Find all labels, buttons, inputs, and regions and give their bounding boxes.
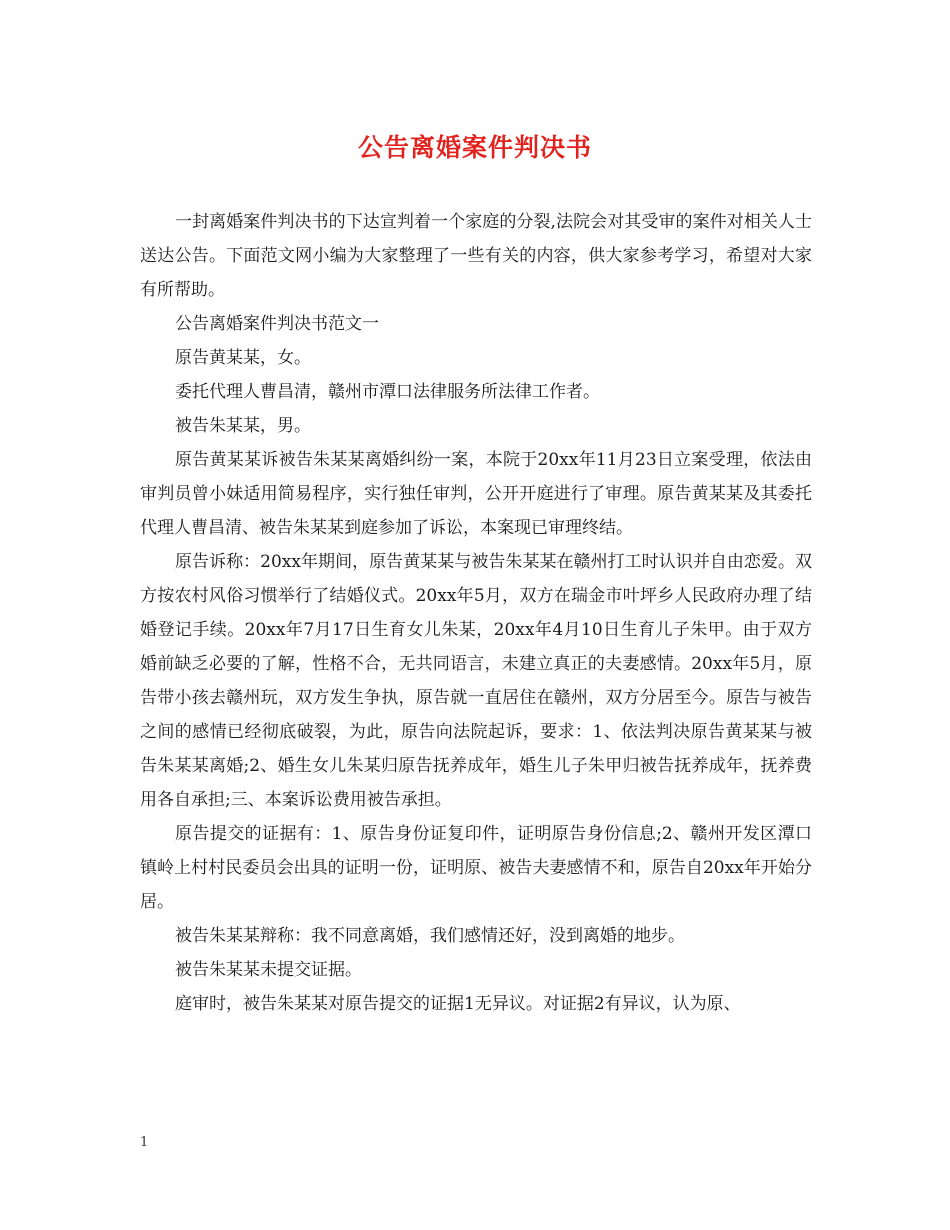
paragraph-plaintiff-evidence: 原告提交的证据有：1、原告身份证复印件，证明原告身份信息;2、赣州开发区潭口镇岭上村村民委员会出具的证明一份，证明原、被告夫妻感情不和，原告自20xx年开始分居。 [140, 824, 812, 912]
page-number: 1 [140, 1135, 149, 1150]
paragraph-agent: 委托代理人曹昌清，赣州市潭口法律服务所法律工作者。 [175, 382, 600, 402]
paragraph-defendant-evidence: 被告朱某某未提交证据。 [175, 960, 362, 980]
paragraph-case-filing: 原告黄某某诉被告朱某某离婚纠纷一案，本院于20xx年11月23日立案受理，依法由审判员曾小妹适用简易程序，实行独任审判，公开开庭进行了审理。原告黄某某及其委托代理人曹昌清、被告朱某某到庭参加了诉讼，本案现已审理终结。 [140, 450, 812, 538]
paragraph-defendant: 被告朱某某，男。 [175, 416, 311, 436]
paragraph-plaintiff-claims: 原告诉称：20xx年期间，原告黄某某与被告朱某某在赣州打工时认识并自由恋爱。双方按农村风俗习惯举行了结婚仪式。20xx年5月，双方在瑞金市叶坪乡人民政府办理了结婚登记手续。20xx年7月17日生育女儿朱某，20xx年4月10日生育儿子朱甲。由于双方婚前缺乏必要的了解，性格不合，无共同语言，未建立真正的夫妻感情。20xx年5月，原告带小孩去赣州玩，双方发生争执，原告就一直居住在赣州，双方分居至今。原告与被告之间的感情已经彻底破裂，为此，原告向法院起诉，要求：1、依法判决原告黄某某与被告朱某某离婚;2、婚生女儿朱某归原告抚养成年，婚生儿子朱甲归被告抚养成年，抚养费用各自承担;三、本案诉讼费用被告承担。 [140, 552, 812, 810]
paragraph-intro: 一封离婚案件判决书的下达宣判着一个家庭的分裂,法院会对其受审的案件对相关人士送达公告。下面范文网小编为大家整理了一些有关的内容，供大家参考学习，希望对大家有所帮助。 [140, 212, 812, 300]
document-body [140, 205, 812, 1021]
paragraph-defendant-defense: 被告朱某某辩称：我不同意离婚，我们感情还好，没到离婚的地步。 [175, 926, 685, 946]
paragraph-trial: 庭审时，被告朱某某对原告提交的证据1无异议。对证据2有异议，认为原、 [175, 994, 741, 1014]
document-title: 公告离婚案件判决书 [357, 133, 592, 162]
paragraph-plaintiff: 原告黄某某，女。 [175, 348, 311, 368]
paragraph-sample-heading: 公告离婚案件判决书范文一 [175, 314, 379, 334]
